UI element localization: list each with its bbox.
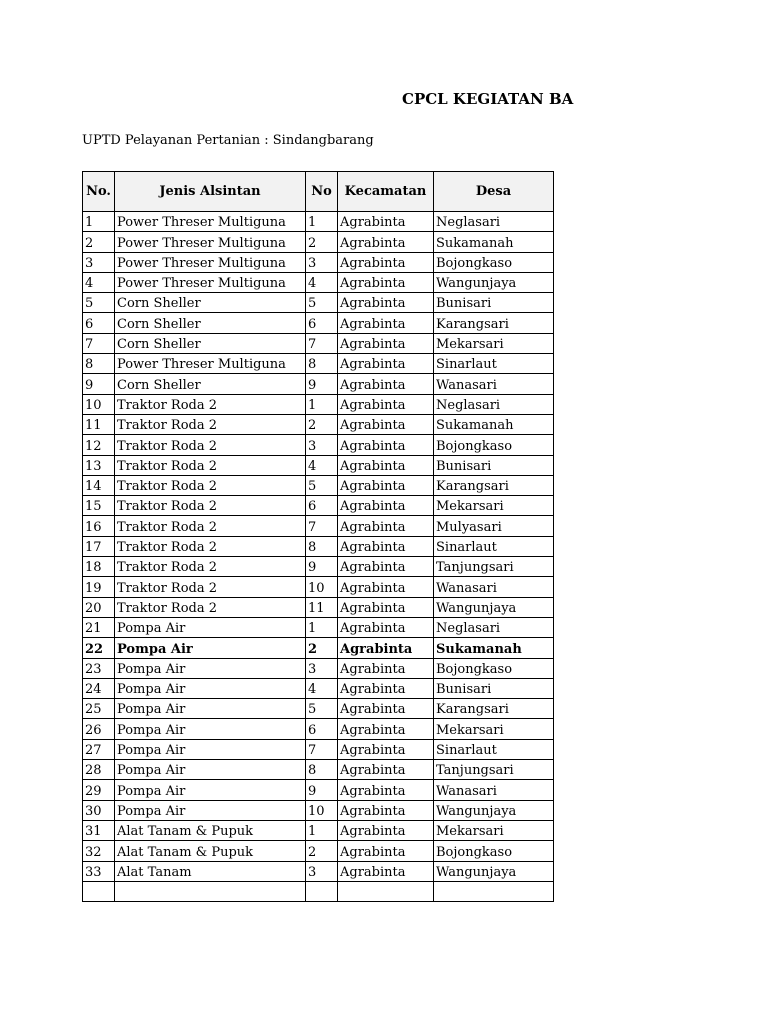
cell-no: 1	[83, 212, 115, 232]
cell-desa: Mekarsari	[434, 496, 554, 516]
cell-desa	[434, 881, 554, 901]
cell-desa: Wangunjaya	[434, 861, 554, 881]
cell-no-2	[306, 881, 338, 901]
table-row	[83, 354, 554, 374]
cell-kecamatan: Agrabinta	[338, 658, 434, 678]
cell-kecamatan: Agrabinta	[338, 699, 434, 719]
alsintan-table	[82, 171, 554, 902]
cell-jenis-alsintan: Power Threser Multiguna	[115, 272, 306, 292]
cell-no-2: 6	[306, 496, 338, 516]
cell-kecamatan: Agrabinta	[338, 333, 434, 353]
table-row	[83, 374, 554, 394]
title-clip	[0, 88, 574, 112]
table-row	[83, 841, 554, 861]
cell-no-2: 9	[306, 374, 338, 394]
cell-no: 7	[83, 333, 115, 353]
page-title: CPCL KEGIATAN BA	[402, 90, 574, 108]
cell-no-2: 7	[306, 516, 338, 536]
cell-kecamatan: Agrabinta	[338, 638, 434, 658]
table-row	[83, 760, 554, 780]
table-row	[83, 739, 554, 759]
cell-kecamatan: Agrabinta	[338, 252, 434, 272]
table-row	[83, 861, 554, 881]
cell-no: 25	[83, 699, 115, 719]
cell-jenis-alsintan: Pompa Air	[115, 658, 306, 678]
cell-no: 2	[83, 232, 115, 252]
cell-no-2: 1	[306, 212, 338, 232]
cell-no-2: 3	[306, 658, 338, 678]
cell-jenis-alsintan: Pompa Air	[115, 739, 306, 759]
cell-kecamatan: Agrabinta	[338, 780, 434, 800]
cell-no: 20	[83, 597, 115, 617]
cell-kecamatan: Agrabinta	[338, 374, 434, 394]
cell-kecamatan: Agrabinta	[338, 212, 434, 232]
cell-jenis-alsintan: Traktor Roda 2	[115, 536, 306, 556]
cell-no-2: 7	[306, 333, 338, 353]
cell-desa: Neglasari	[434, 394, 554, 414]
cell-no-2: 9	[306, 557, 338, 577]
cell-kecamatan: Agrabinta	[338, 272, 434, 292]
cell-jenis-alsintan: Pompa Air	[115, 780, 306, 800]
cell-no-2: 9	[306, 780, 338, 800]
cell-kecamatan: Agrabinta	[338, 739, 434, 759]
table-row	[83, 820, 554, 840]
table-row	[83, 212, 554, 232]
cell-no-2: 2	[306, 414, 338, 434]
table-row	[83, 414, 554, 434]
table-row	[83, 780, 554, 800]
cell-kecamatan: Agrabinta	[338, 841, 434, 861]
cell-jenis-alsintan: Traktor Roda 2	[115, 475, 306, 495]
cell-kecamatan: Agrabinta	[338, 435, 434, 455]
cell-desa: Karangsari	[434, 313, 554, 333]
table-row	[83, 658, 554, 678]
cell-desa: Sinarlaut	[434, 354, 554, 374]
cell-desa: Karangsari	[434, 475, 554, 495]
table-row	[83, 272, 554, 292]
table-row	[83, 638, 554, 658]
cell-kecamatan: Agrabinta	[338, 760, 434, 780]
table-row	[83, 577, 554, 597]
cell-no-2: 10	[306, 800, 338, 820]
cell-kecamatan: Agrabinta	[338, 536, 434, 556]
cell-no: 19	[83, 577, 115, 597]
cell-no: 18	[83, 557, 115, 577]
cell-desa: Mekarsari	[434, 820, 554, 840]
table-row	[83, 394, 554, 414]
cell-no: 23	[83, 658, 115, 678]
cell-desa: Tanjungsari	[434, 557, 554, 577]
cell-jenis-alsintan: Traktor Roda 2	[115, 435, 306, 455]
cell-desa: Wangunjaya	[434, 800, 554, 820]
cell-no-2: 2	[306, 638, 338, 658]
table-row	[83, 333, 554, 353]
cell-kecamatan: Agrabinta	[338, 516, 434, 536]
table-row	[83, 557, 554, 577]
cell-no: 14	[83, 475, 115, 495]
cell-no: 6	[83, 313, 115, 333]
cell-no: 4	[83, 272, 115, 292]
cell-no-2: 3	[306, 252, 338, 272]
cell-kecamatan: Agrabinta	[338, 354, 434, 374]
cell-no-2: 4	[306, 455, 338, 475]
cell-jenis-alsintan: Pompa Air	[115, 800, 306, 820]
cell-jenis-alsintan: Traktor Roda 2	[115, 577, 306, 597]
cell-kecamatan: Agrabinta	[338, 455, 434, 475]
cell-jenis-alsintan: Traktor Roda 2	[115, 394, 306, 414]
cell-desa: Neglasari	[434, 617, 554, 637]
table-row	[83, 800, 554, 820]
cell-no: 3	[83, 252, 115, 272]
cell-desa: Bojongkaso	[434, 658, 554, 678]
header-jenis-alsintan: Jenis Alsintan	[115, 172, 306, 212]
cell-desa: Wanasari	[434, 577, 554, 597]
cell-no: 10	[83, 394, 115, 414]
cell-no-2: 5	[306, 475, 338, 495]
cell-no: 29	[83, 780, 115, 800]
table-row	[83, 293, 554, 313]
cell-desa: Bunisari	[434, 293, 554, 313]
cell-desa: Wangunjaya	[434, 597, 554, 617]
cell-kecamatan: Agrabinta	[338, 313, 434, 333]
cell-desa: Neglasari	[434, 212, 554, 232]
cell-no: 5	[83, 293, 115, 313]
cell-desa: Wanasari	[434, 374, 554, 394]
cell-jenis-alsintan: Alat Tanam & Pupuk	[115, 820, 306, 840]
cell-jenis-alsintan: Alat Tanam	[115, 861, 306, 881]
cell-no: 21	[83, 617, 115, 637]
cell-no-2: 4	[306, 272, 338, 292]
cell-no-2: 11	[306, 597, 338, 617]
table-body	[83, 212, 554, 902]
cell-jenis-alsintan: Traktor Roda 2	[115, 496, 306, 516]
cell-no: 32	[83, 841, 115, 861]
cell-no: 12	[83, 435, 115, 455]
header-desa: Desa	[434, 172, 554, 212]
cell-no: 33	[83, 861, 115, 881]
cell-no-2: 3	[306, 435, 338, 455]
cell-no-2: 6	[306, 719, 338, 739]
cell-no: 9	[83, 374, 115, 394]
cell-no: 27	[83, 739, 115, 759]
table-row	[83, 617, 554, 637]
cell-no-2: 5	[306, 293, 338, 313]
cell-no: 22	[83, 638, 115, 658]
cell-jenis-alsintan: Traktor Roda 2	[115, 557, 306, 577]
cell-kecamatan: Agrabinta	[338, 800, 434, 820]
table-row	[83, 313, 554, 333]
cell-no-2: 8	[306, 536, 338, 556]
cell-desa: Mekarsari	[434, 719, 554, 739]
cell-jenis-alsintan: Power Threser Multiguna	[115, 354, 306, 374]
cell-no-2: 6	[306, 313, 338, 333]
cell-desa: Sukamanah	[434, 638, 554, 658]
cell-jenis-alsintan: Traktor Roda 2	[115, 414, 306, 434]
header-kecamatan: Kecamatan	[338, 172, 434, 212]
cell-jenis-alsintan: Pompa Air	[115, 638, 306, 658]
cell-kecamatan: Agrabinta	[338, 496, 434, 516]
header-row	[83, 172, 554, 212]
cell-jenis-alsintan: Pompa Air	[115, 719, 306, 739]
cell-jenis-alsintan	[115, 881, 306, 901]
table-row	[83, 435, 554, 455]
cell-kecamatan: Agrabinta	[338, 557, 434, 577]
table-row	[83, 475, 554, 495]
cell-desa: Bojongkaso	[434, 252, 554, 272]
cell-no: 24	[83, 678, 115, 698]
table-row	[83, 719, 554, 739]
cell-desa: Sinarlaut	[434, 536, 554, 556]
cell-desa: Sukamanah	[434, 414, 554, 434]
cell-desa: Sinarlaut	[434, 739, 554, 759]
cell-no: 8	[83, 354, 115, 374]
cell-kecamatan: Agrabinta	[338, 820, 434, 840]
cell-kecamatan: Agrabinta	[338, 293, 434, 313]
table-row	[83, 455, 554, 475]
cell-kecamatan: Agrabinta	[338, 394, 434, 414]
cell-kecamatan: Agrabinta	[338, 719, 434, 739]
cell-no-2: 8	[306, 354, 338, 374]
table-row	[83, 536, 554, 556]
cell-kecamatan: Agrabinta	[338, 414, 434, 434]
table-row	[83, 496, 554, 516]
cell-no-2: 1	[306, 617, 338, 637]
cell-jenis-alsintan: Corn Sheller	[115, 293, 306, 313]
cell-jenis-alsintan: Pompa Air	[115, 699, 306, 719]
cell-no: 15	[83, 496, 115, 516]
cell-no-2: 2	[306, 232, 338, 252]
cell-no-2: 7	[306, 739, 338, 759]
cell-no-2: 5	[306, 699, 338, 719]
cell-jenis-alsintan: Corn Sheller	[115, 374, 306, 394]
cell-desa: Bojongkaso	[434, 435, 554, 455]
cell-kecamatan: Agrabinta	[338, 617, 434, 637]
cell-jenis-alsintan: Traktor Roda 2	[115, 597, 306, 617]
cell-kecamatan: Agrabinta	[338, 678, 434, 698]
cell-desa: Bunisari	[434, 455, 554, 475]
cell-no: 26	[83, 719, 115, 739]
cell-no-2: 3	[306, 861, 338, 881]
cell-jenis-alsintan: Traktor Roda 2	[115, 516, 306, 536]
cell-jenis-alsintan: Corn Sheller	[115, 333, 306, 353]
cell-no: 11	[83, 414, 115, 434]
cell-jenis-alsintan: Pompa Air	[115, 760, 306, 780]
cell-desa: Bunisari	[434, 678, 554, 698]
cell-jenis-alsintan: Power Threser Multiguna	[115, 212, 306, 232]
table-row	[83, 699, 554, 719]
cell-desa: Wangunjaya	[434, 272, 554, 292]
page-subtitle: UPTD Pelayanan Pertanian : Sindangbarang	[82, 133, 374, 148]
cell-no	[83, 881, 115, 901]
cell-no-2: 1	[306, 394, 338, 414]
cell-no-2: 4	[306, 678, 338, 698]
cell-no-2: 1	[306, 820, 338, 840]
header-no: No.	[83, 172, 115, 212]
table-row	[83, 678, 554, 698]
cell-jenis-alsintan: Power Threser Multiguna	[115, 232, 306, 252]
cell-jenis-alsintan: Pompa Air	[115, 617, 306, 637]
cell-kecamatan	[338, 881, 434, 901]
cell-desa: Karangsari	[434, 699, 554, 719]
table-row	[83, 516, 554, 536]
cell-jenis-alsintan: Alat Tanam & Pupuk	[115, 841, 306, 861]
cell-desa: Mekarsari	[434, 333, 554, 353]
cell-desa: Bojongkaso	[434, 841, 554, 861]
cell-jenis-alsintan: Traktor Roda 2	[115, 455, 306, 475]
cell-no: 16	[83, 516, 115, 536]
header-no-2: No	[306, 172, 338, 212]
cell-no: 28	[83, 760, 115, 780]
cell-desa: Tanjungsari	[434, 760, 554, 780]
cell-no: 31	[83, 820, 115, 840]
cell-jenis-alsintan: Power Threser Multiguna	[115, 252, 306, 272]
cell-desa: Wanasari	[434, 780, 554, 800]
cell-desa: Sukamanah	[434, 232, 554, 252]
cell-jenis-alsintan: Corn Sheller	[115, 313, 306, 333]
cell-kecamatan: Agrabinta	[338, 232, 434, 252]
table-row	[83, 597, 554, 617]
cell-no-2: 10	[306, 577, 338, 597]
table-row	[83, 252, 554, 272]
cell-no: 13	[83, 455, 115, 475]
cell-kecamatan: Agrabinta	[338, 475, 434, 495]
cell-no: 17	[83, 536, 115, 556]
table-row	[83, 232, 554, 252]
cell-kecamatan: Agrabinta	[338, 597, 434, 617]
cell-kecamatan: Agrabinta	[338, 861, 434, 881]
cell-desa: Mulyasari	[434, 516, 554, 536]
table-header	[83, 172, 554, 212]
cell-no-2: 2	[306, 841, 338, 861]
table-row	[83, 881, 554, 901]
cell-no: 30	[83, 800, 115, 820]
cell-kecamatan: Agrabinta	[338, 577, 434, 597]
cell-no-2: 8	[306, 760, 338, 780]
cell-jenis-alsintan: Pompa Air	[115, 678, 306, 698]
